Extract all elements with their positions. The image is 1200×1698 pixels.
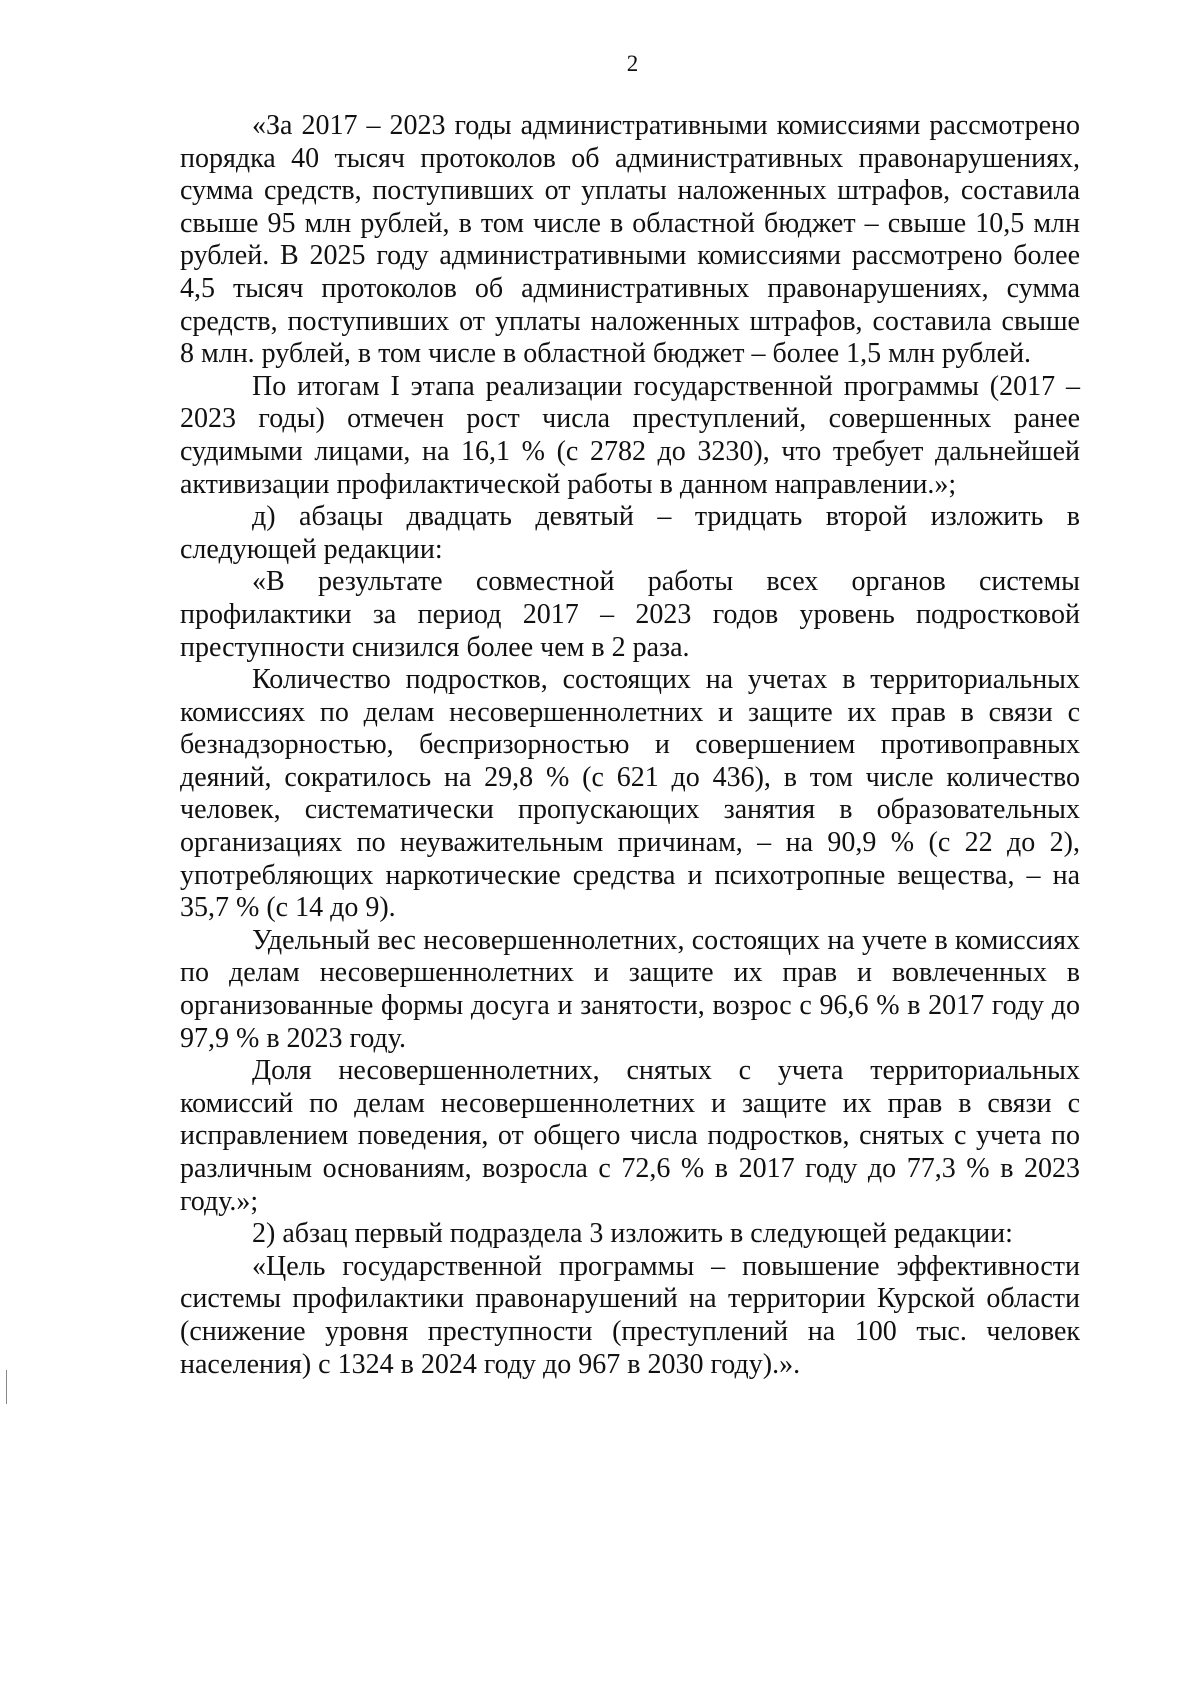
scan-margin-mark <box>6 1370 7 1404</box>
paragraph-youth-crime: «В результате совместной работы всех органов системы профилактики за период 2017 – 2023 годов уровень подростковой преступности снизился более чем в 2 раза. <box>180 566 1080 663</box>
paragraph-stage-one-results: По итогам I этапа реализации государственной программы (2017 – 2023 годы) отмечен рост числа преступлений, совершенных ранее судимыми лицами, на 16,1 % (с 2782 до 3230), что требует дальнейшей активизации профилактической работы в данном направлении.»; <box>180 370 1080 500</box>
page-number: 2 <box>626 51 639 76</box>
paragraph-amendment-d: д) абзацы двадцать девятый – тридцать второй изложить в следующей редакции: <box>180 501 1080 565</box>
paragraph-admin-commissions: «За 2017 – 2023 годы административными комиссиями рассмотрено порядка 40 тысяч протоколов об административных правонарушениях, сумма средств, поступивших от уплаты наложенных штрафов, составила свыше 95 млн рублей, в том числе в областной бюджет – свыше 10,5 млн рублей. В 2025 году административными комиссиями рассмотрено более 4,5 тысяч протоколов об административных правонарушениях, сумма средств, поступивших от уплаты наложенных штрафов, составила свыше 8 млн. рублей, в том числе в областной бюджет – более 1,5 млн рублей. <box>180 110 1080 370</box>
document-body <box>180 110 1080 1381</box>
paragraph-program-goal: «Цель государственной программы – повышение эффективности системы профилактики правонарушений на территории Курской области (снижение уровня преступности (преступлений на 100 тыс. человек населения) с 1324 в 2024 году до 967 в 2030 году).». <box>180 1250 1080 1380</box>
paragraph-deregistration-share: Доля несовершеннолетних, снятых с учета территориальных комиссий по делам несовершеннолетних и защите их прав в связи с исправлением поведения, от общего числа подростков, снятых с учета по различным основаниям, возросла с 72,6 % в 2017 году до 77,3 % в 2023 году.»; <box>180 1055 1080 1217</box>
paragraph-amendment-2: 2) абзац первый подраздела 3 изложить в следующей редакции: <box>252 1218 1013 1250</box>
paragraph-leisure-share: Удельный вес несовершеннолетних, состоящих на учете в комиссиях по делам несовершеннолетних и защите их прав и вовлеченных в организованные формы досуга и занятости, возрос с 96,6 % в 2017 году до 97,9 % в 2023 году. <box>180 924 1080 1054</box>
paragraph-teen-registration: Количество подростков, состоящих на учетах в территориальных комиссиях по делам несовершеннолетних и защите их прав в связи с безнадзорностью, беспризорностью и совершением противоправных деяний, сократилось на 29,8 % (с 621 до 436), в том числе количество человек, систематически пропускающих занятия в образовательных организациях по неуважительным причинам, – на 90,9 % (с 22 до 2), употребляющих наркотические средства и психотропные вещества, – на 35,7 % (с 14 до 9). <box>180 664 1080 924</box>
